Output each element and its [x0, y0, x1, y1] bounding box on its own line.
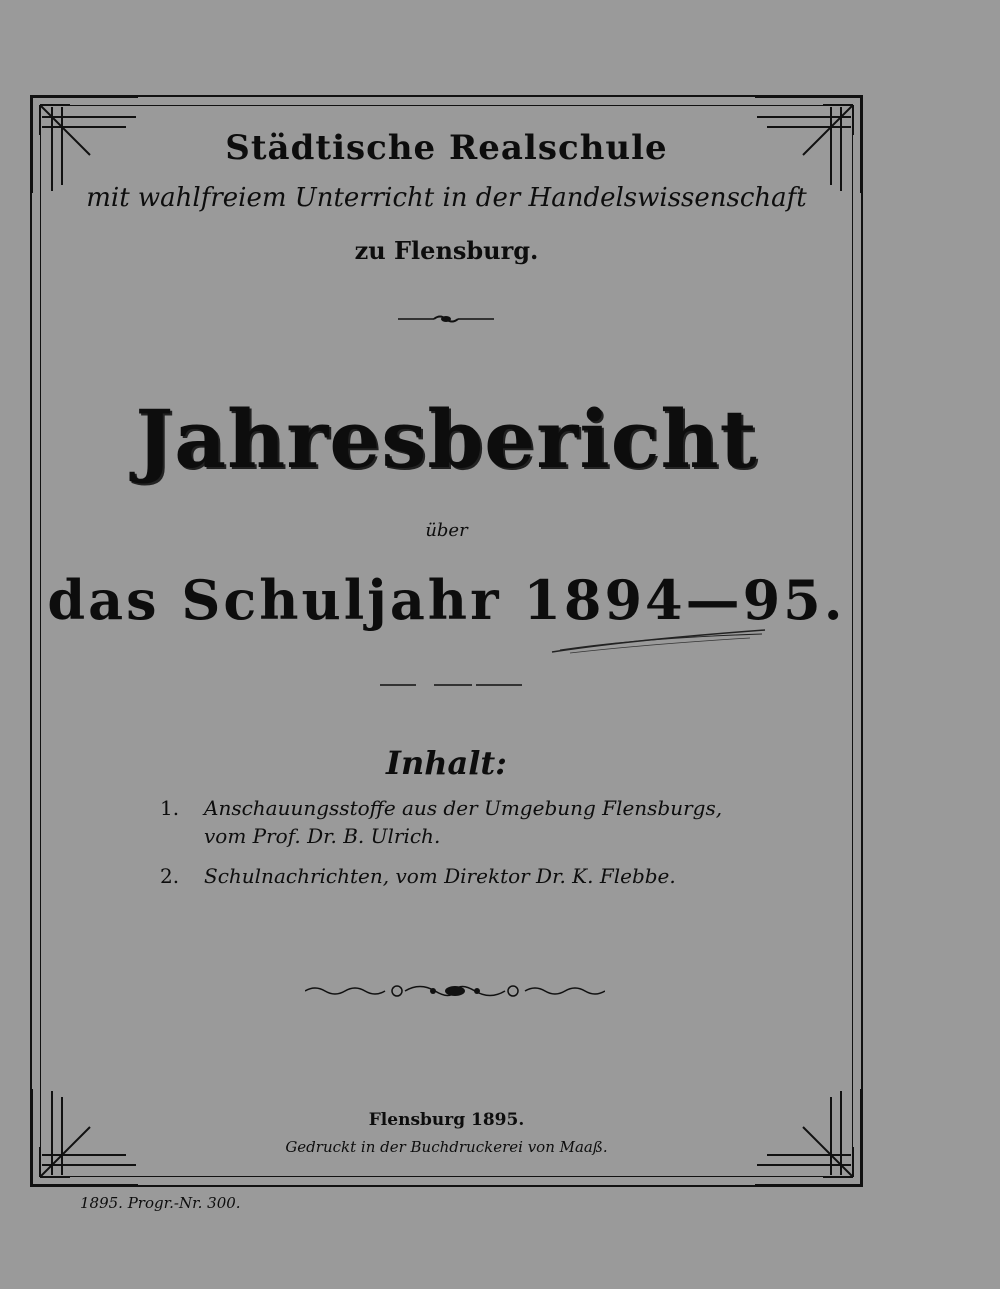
corner-ornament-bottom-right	[753, 1087, 863, 1187]
ornament-divider-top	[398, 310, 494, 329]
report-title: Jahresbericht	[135, 392, 758, 486]
school-name: Städtische Realschule	[225, 128, 668, 168]
contents-item-text	[204, 794, 780, 850]
contents-item	[160, 794, 780, 850]
imprint-printer: Gedruckt in der Buchdruckerei von Maaß.	[285, 1138, 608, 1156]
corner-ornament-bottom-left	[30, 1087, 140, 1187]
contents-item-line1: Schulnachrichten, vom Direktor Dr. K. Flebbe.	[204, 864, 676, 888]
contents-list	[160, 794, 780, 902]
title-connector: über	[425, 520, 468, 541]
contents-item-line2: vom Prof. Dr. B. Ulrich.	[204, 824, 441, 848]
ornament-divider-bottom	[305, 980, 605, 1006]
contents-item-line1: Anschauungsstoffe aus der Umgebung Flensburgs,	[204, 796, 723, 820]
contents-item	[160, 862, 780, 890]
handwritten-pen-stroke	[550, 626, 770, 660]
school-city: zu Flensburg.	[354, 236, 539, 265]
imprint-city-year: Flensburg 1895.	[368, 1110, 525, 1130]
program-number: 1895. Progr.-Nr. 300.	[80, 1194, 241, 1212]
divider-line-middle	[380, 674, 522, 693]
contents-item-number: 2.	[160, 864, 180, 888]
contents-heading: Inhalt:	[386, 744, 507, 782]
contents-item-number: 1.	[160, 796, 180, 820]
contents-item-text	[204, 862, 780, 890]
school-year-line: das Schuljahr 1894—95.	[47, 568, 846, 632]
school-subtitle: mit wahlfreiem Unterricht in der Handelswissenschaft	[86, 183, 807, 213]
